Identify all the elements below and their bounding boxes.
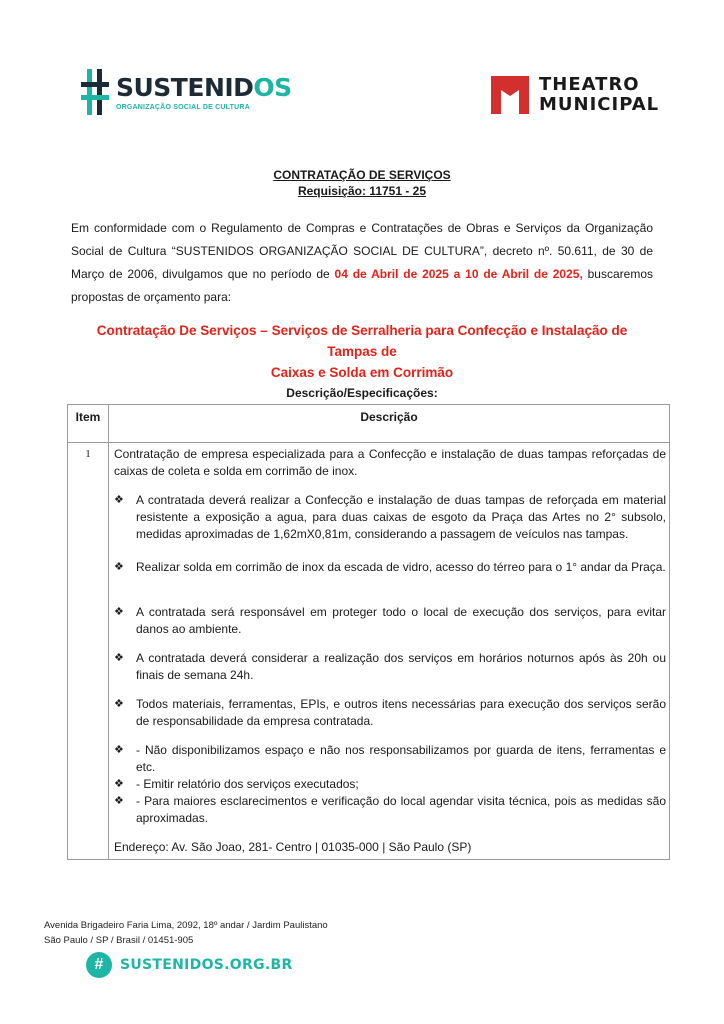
footer-logo [86,952,293,978]
service-headline: Contratação De Serviços – Serviços de Serralheria para Confecção e Instalação de Tampas de Caixas e Solda em Corrimão [96,323,628,380]
theatro-municipal-logo [489,74,659,116]
column-header-item: Item [75,410,101,424]
diamond-bullet-icon: ❖ [114,795,124,807]
hash-circle-icon: # [86,952,112,978]
website-url: SUSTENIDOS.ORG.BR [120,957,293,973]
list-item: ❖ - Emitir relatório dos serviços executados; [114,777,359,791]
diamond-bullet-icon: ❖ [114,778,124,790]
sustenidos-tagline: ORGANIZAÇÃO SOCIAL DE CULTURA [116,103,250,111]
list-item: ❖ - Para maiores esclarecimentos e verificação do local agendar visita técnica, pois as medidas são aproximadas. [114,794,666,825]
item-number: 1 [85,448,91,460]
period-highlight: 04 de Abril de 2025 a 10 de Abril de 2025, [334,267,583,281]
sustenidos-wordmark: SUSTENIDOS [116,72,292,102]
footer-address-line1: Avenida Brigadeiro Faria Lima, 2092, 18º andar / Jardim Paulistano [44,920,328,931]
diamond-bullet-icon: ❖ [114,494,124,506]
item-intro: Contratação de empresa especializada para a Confecção e instalação de duas tampas reforçadas de caixas de coleta e solda em corrimão de inox. [114,447,666,478]
list-item: ❖ A contratada deverá considerar a realização dos serviços em horários noturnos após às 20h ou finais de semana 24h. [114,651,666,682]
footer-address-line2: São Paulo / SP / Brasil / 01451-905 [44,935,194,946]
specifications-heading: Descrição/Especificações: [286,386,438,400]
column-header-description: Descrição [360,410,418,424]
theatro-line2: MUNICIPAL [539,94,660,115]
diamond-bullet-icon: ❖ [114,698,124,710]
theatro-line1: THEATRO [539,74,640,95]
diamond-bullet-icon: ❖ [114,561,124,573]
requisition-number: Requisição: 11751 - 25 [297,184,427,198]
list-item: ❖ A contratada será responsável em proteger todo o local de execução dos serviços, para evitar danos ao ambiente. [114,605,666,636]
list-item: ❖ - Não disponibilizamos espaço e não nos responsabilizamos por guarda de itens, ferramentas e etc. [114,743,666,774]
diamond-bullet-icon: ❖ [114,652,124,664]
intro-paragraph: Em conformidade com o Regulamento de Compras e Contratações de Obras e Serviços da Organização Social de Cultura “SUSTENIDOS ORGANIZAÇÃO SOCIAL DE CULTURA”, decreto nº. 50.611, de 30 de Março de 2006, divulgamos que no período de 04 de Abril de 2025 a 10 de Abril de 2025, buscaremos propostas de orçamento para: [71,221,653,304]
document-title: CONTRATAÇÃO DE SERVIÇOS [273,168,451,182]
list-item: ❖ A contratada deverá realizar a Confecção e instalação de duas tampas de reforçada em material resistente a exposição a agua, para duas caixas de esgoto da Praça das Artes no 2° subsolo, medidas aproximadas de 1,62mX0,81m, considerando a passagem de veículos nas tampas. [114,493,666,541]
service-address: Endereço: Av. São Joao, 281- Centro | 01035-000 | São Paulo (SP) [114,840,472,854]
diamond-bullet-icon: ❖ [114,606,124,618]
hash-logo-icon [80,67,110,117]
diamond-bullet-icon: ❖ [114,744,124,756]
list-item: ❖ Realizar solda em corrimão de inox da escada de vidro, acesso do térreo para o 1° andar da Praça. [114,560,666,574]
sustenidos-logo [80,66,292,118]
list-item: ❖ Todos materiais, ferramentas, EPIs, e outros itens necessárias para execução dos serviços serão de responsabilidade da empresa contratada. [114,697,666,728]
theatro-arch-icon [489,74,531,116]
specifications-table [67,404,670,860]
